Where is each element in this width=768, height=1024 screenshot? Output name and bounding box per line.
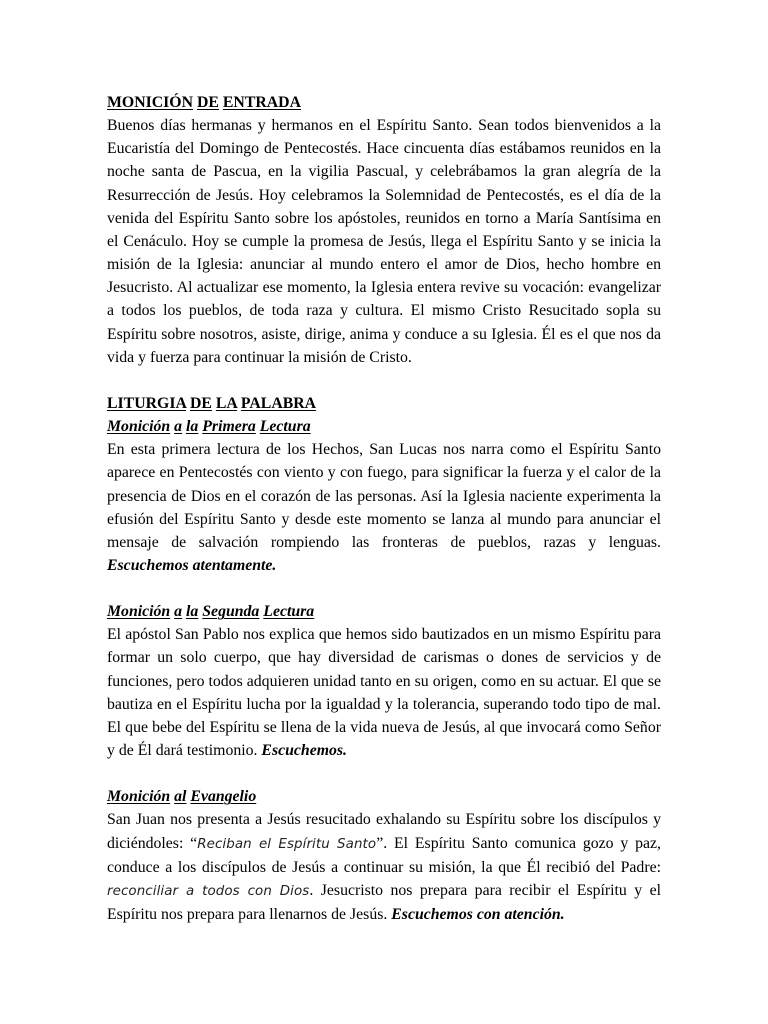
evangelio-quote-2: reconciliar a todos con Dios	[107, 883, 310, 899]
evangelio-text-1: San Juan nos presenta a Jesús resucitado exhalando su Espíritu sobre los discípulos y diciéndoles: “	[107, 811, 661, 852]
evangelio-text-3: . Jesucristo nos prepara para recibir el Espíritu y el Espíritu nos prepara para llenarnos de Jesús.	[107, 881, 661, 923]
document-page	[107, 91, 661, 926]
title-word: Segunda	[202, 603, 260, 621]
title-word: Lectura	[259, 418, 311, 436]
title-word: Primera	[202, 418, 256, 436]
segunda-lectura-text: El apóstol San Pablo nos explica que hemos sido bautizados en un mismo Espíritu para formar un solo cuerpo, que hay diversidad de carismas o dones de servicios y de funciones, pero todos adquieren unidad tanto en su origen, como en su actuar. El que se bautiza en el Espíritu lucha por la igualdad y la tolerancia, superando todo tipo de mal. El que bebe del Espíritu se llena de la vida nueva de Jesús, al que invocará como Señor y de Él dará testimonio.	[107, 626, 661, 760]
title-word: PALABRA	[240, 394, 317, 412]
section-title-monicion-entrada	[107, 91, 661, 114]
evangelio-closing: Escuchemos con atención.	[391, 906, 565, 923]
title-word: LITURGIA	[107, 394, 187, 412]
evangelio-paragraph	[107, 808, 661, 926]
title-word: Evangelio	[190, 788, 257, 806]
entrada-paragraph: Buenos días hermanas y hermanos en el Espíritu Santo. Sean todos bienvenidos a la Eucaristía del Domingo de Pentecostés. Hace cincuenta días estábamos reunidos en la noche santa de Pascua, en la vigilia Pascual, y celebrábamos la gran alegría de la Resurrección de Jesús. Hoy celebramos la Solemnidad de Pentecostés, es el día de la venida del Espíritu Santo sobre los apóstoles, reunidos en torno a María Santísima en el Cenáculo. Hoy se cumple la promesa de Jesús, llega el Espíritu Santo y se inicia la misión de la Iglesia: anunciar al mundo entero el amor de Dios, hecho hombre en Jesucristo. Al actualizar ese momento, la Iglesia entera revive su vocación: evangelizar a todos los pueblos, de toda raza y cultura. El mismo Cristo Resucitado sopla su Espíritu sobre nosotros, asiste, dirige, anima y conduce a su Iglesia. Él es el que nos da vida y fuerza para continuar la misión de Cristo.	[107, 117, 661, 366]
title-word: a	[174, 603, 183, 621]
evangelio-text-2: ”. El Espíritu Santo comunica gozo y paz, conduce a los discípulos de Jesús a continuar su misión, la que Él recibió del Padre:	[107, 834, 662, 876]
section-title-liturgia-palabra	[107, 392, 661, 415]
title-word: LA	[215, 394, 237, 412]
segunda-lectura-closing: Escuchemos.	[261, 742, 347, 760]
title-word: Monición	[107, 788, 171, 806]
title-word: DE	[196, 94, 219, 111]
title-word: Lectura	[263, 603, 315, 621]
primera-lectura-paragraph	[107, 438, 661, 577]
segunda-lectura-paragraph	[107, 623, 661, 762]
title-word: la	[186, 418, 199, 436]
title-word: a	[174, 418, 183, 436]
title-word: MONICIÓN	[107, 94, 194, 111]
title-word: ENTRADA	[222, 94, 301, 111]
title-word: Monición	[107, 603, 171, 621]
title-word: al	[174, 788, 187, 806]
primera-lectura-text: En esta primera lectura de los Hechos, San Lucas nos narra como el Espíritu Santo aparece en Pentecostés con viento y con fuego, para significar la fuerza y el calor de la presencia de Dios en el corazón de las personas. Así la Iglesia naciente experimenta la efusión del Espíritu Santo y desde este momento se lanza al mundo para anunciar el mensaje de salvación rompiendo las fronteras de pueblos, razas y lenguas.	[107, 441, 661, 551]
title-word: DE	[189, 394, 212, 412]
subsection-title-primera-lectura	[107, 415, 661, 438]
title-word: Monición	[107, 418, 171, 436]
title-word: la	[186, 603, 199, 621]
evangelio-quote-1: Reciban el Espíritu Santo	[197, 836, 377, 852]
primera-lectura-closing: Escuchemos atentamente.	[107, 556, 277, 574]
subsection-title-evangelio	[107, 785, 661, 808]
subsection-title-segunda-lectura	[107, 600, 661, 623]
